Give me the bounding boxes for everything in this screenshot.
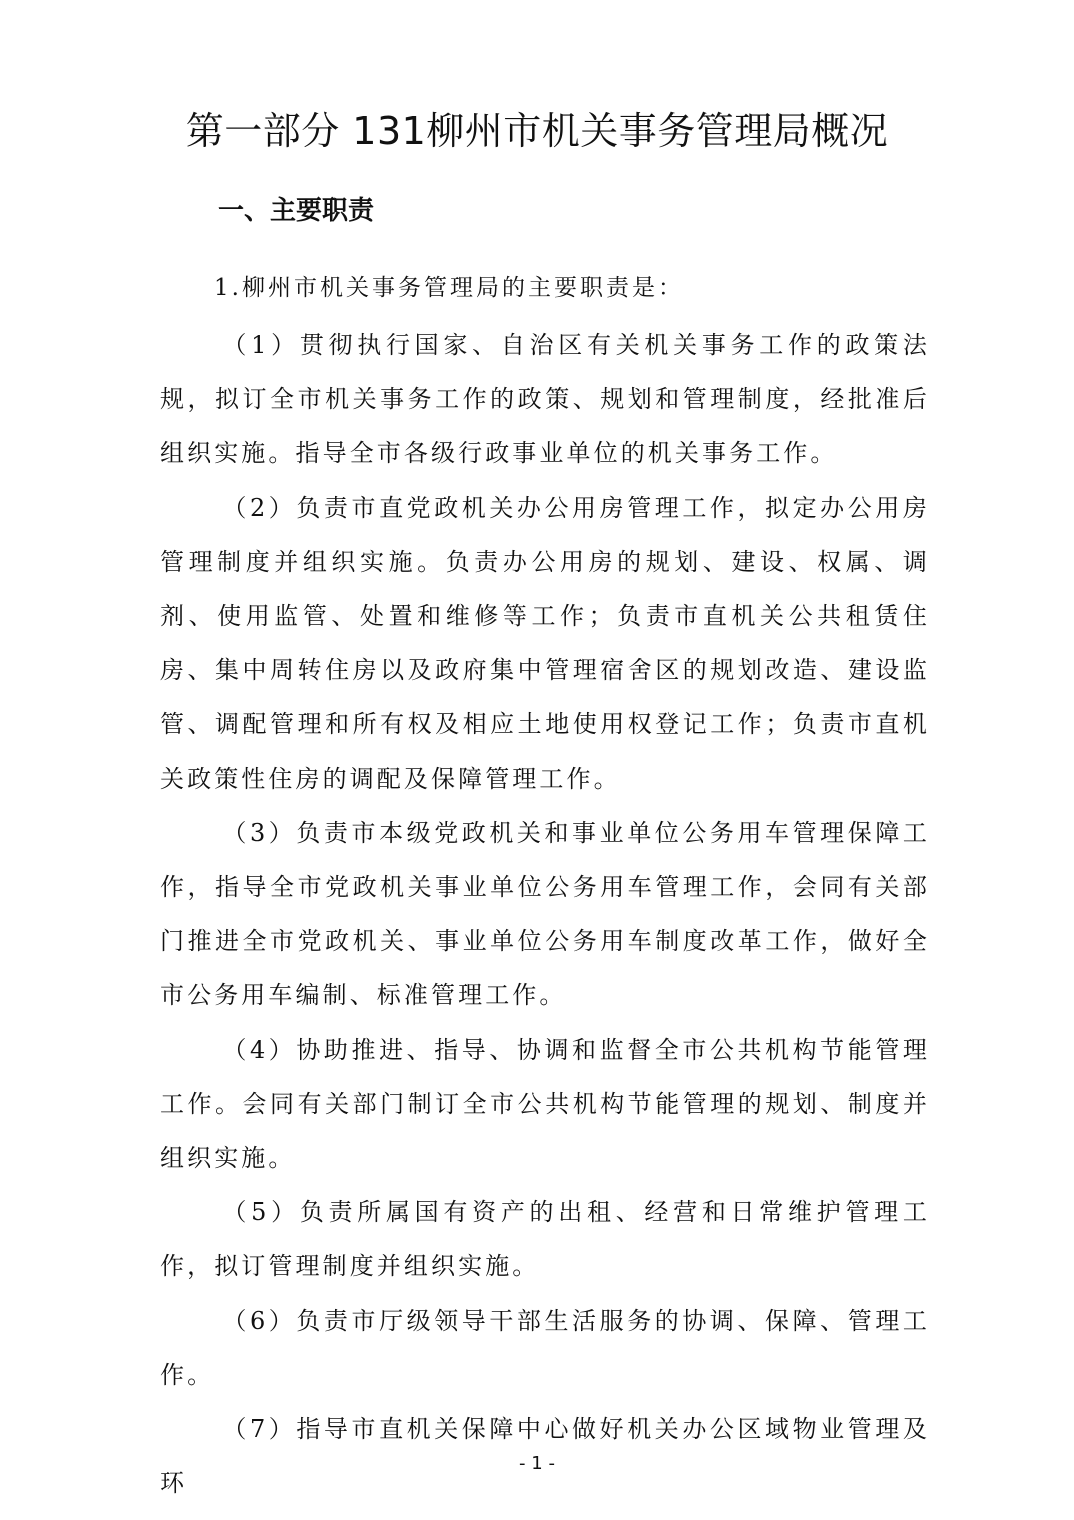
- section-heading: 一、主要职责: [218, 196, 375, 226]
- duty-paragraph: （6）负责市厅级领导干部生活服务的协调、保障、管理工作。: [160, 1306, 930, 1389]
- duty-paragraph: （7）指导市直机关保障中心做好机关办公区域物业管理及环: [160, 1415, 930, 1498]
- duty-paragraph: （4）协助推进、指导、协调和监督全市公共机构节能管理工作。会同有关部门制订全市公共机构节能管理的规划、制度并组织实施。: [160, 1035, 930, 1173]
- page-title: 第一部分 131柳州市机关事务管理局概况: [185, 109, 889, 153]
- page-number: - 1 -: [519, 1453, 555, 1474]
- intro-line: 1.柳州市机关事务管理局的主要职责是：: [214, 275, 684, 301]
- duty-paragraph: （3）负责市本级党政机关和事业单位公务用车管理保障工作，指导全市党政机关事业单位公务用车管理工作，会同有关部门推进全市党政机关、事业单位公务用车制度改革工作，做好全市公务用车编制、标准管理工作。: [160, 818, 930, 1010]
- duties-list: [160, 318, 930, 1510]
- duty-paragraph: （2）负责市直党政机关办公用房管理工作，拟定办公用房管理制度并组织实施。负责办公用房的规划、建设、权属、调剂、使用监管、处置和维修等工作；负责市直机关公共租赁住房、集中周转住房以及政府集中管理宿舍区的规划改造、建设监管、调配管理和所有权及相应土地使用权登记工作；负责市直机关政策性住房的调配及保障管理工作。: [160, 493, 930, 793]
- duty-paragraph: （5）负责所属国有资产的出租、经营和日常维护管理工作，拟订管理制度并组织实施。: [160, 1198, 930, 1281]
- duty-paragraph: （1）贯彻执行国家、自治区有关机关事务工作的政策法规，拟订全市机关事务工作的政策、规划和管理制度，经批准后组织实施。指导全市各级行政事业单位的机关事务工作。: [160, 331, 930, 468]
